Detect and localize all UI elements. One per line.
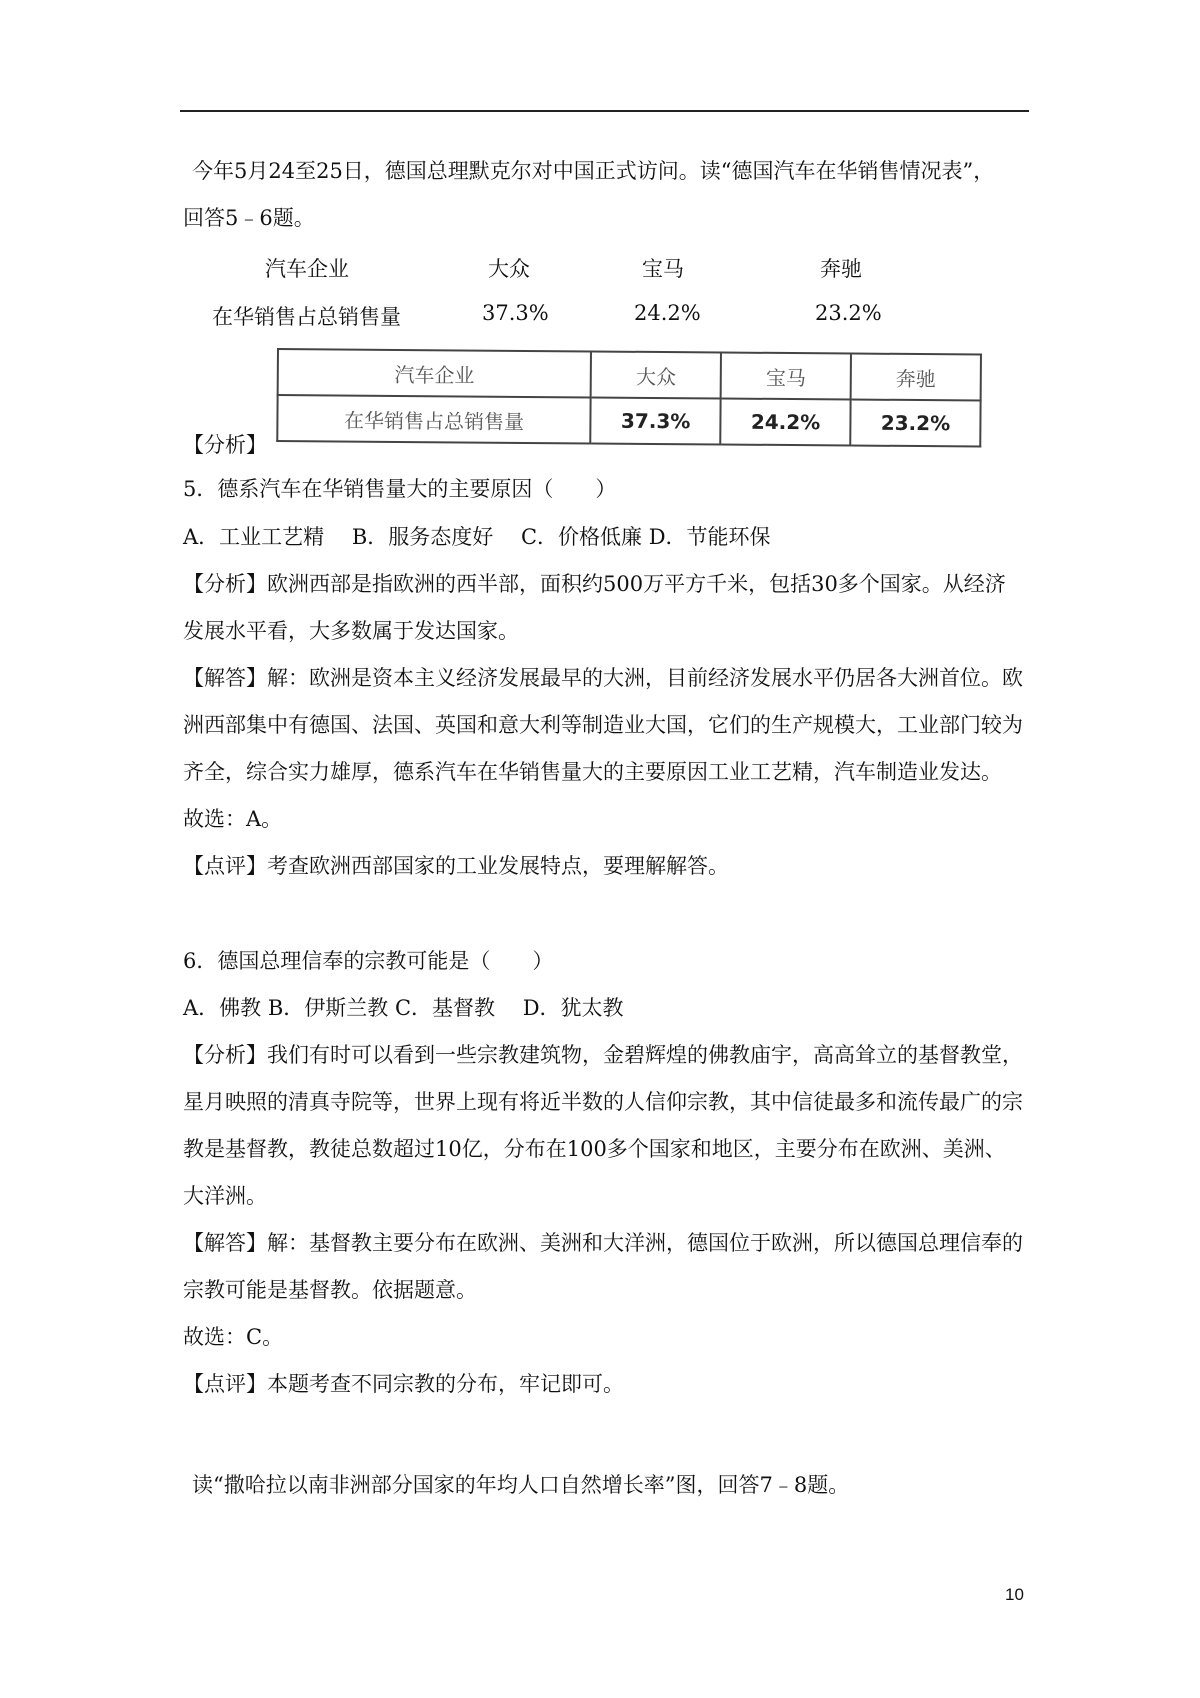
- scan-header-3: 奔驰: [851, 354, 981, 401]
- scan-value-0: 37.3%: [591, 397, 721, 444]
- text-table-value-1: 24.2%: [634, 301, 701, 325]
- q6-analysis-3: 教是基督教，教徒总数超过10亿，分布在100多个国家和地区，主要分布在欧洲、美洲、: [183, 1137, 1006, 1161]
- q5-analysis-1: 【分析】欧洲西部是指欧洲的西半部，面积约500万平方千米，包括30多个国家。从经济: [183, 572, 1006, 596]
- q6-analysis-2: 星月映照的清真寺院等，世界上现有将近半数的人信仰宗教，其中信徒最多和流传最广的宗: [183, 1090, 1023, 1114]
- next-intro: 读“撒哈拉以南非洲部分国家的年均人口自然增长率”图，回答7﹣8题。: [192, 1473, 850, 1497]
- scan-header-2: 宝马: [721, 352, 851, 399]
- q6-options: A．佛教 B．伊斯兰教 C．基督教 D．犹太教: [183, 996, 624, 1020]
- scan-row-label: 在华销售占总销售量: [277, 395, 591, 443]
- scan-value-1: 24.2%: [720, 398, 850, 445]
- q6-answer-1: 【解答】解：基督教主要分布在欧洲、美洲和大洋洲，德国位于欧洲，所以德国总理信奉的: [183, 1231, 1023, 1255]
- page-number: 10: [1005, 1585, 1024, 1604]
- intro-line-2: 回答5﹣6题。: [183, 206, 315, 230]
- q5-comment: 【点评】考查欧洲西部国家的工业发展特点，要理解解答。: [183, 854, 729, 878]
- q6-question: 6．德国总理信奉的宗教可能是（ ）: [183, 949, 554, 973]
- q6-comment: 【点评】本题考查不同宗教的分布，牢记即可。: [183, 1372, 624, 1396]
- q5-options: A．工业工艺精 B．服务态度好 C．价格低廉 D．节能环保: [183, 525, 771, 549]
- scan-value-2: 23.2%: [850, 400, 980, 447]
- q6-answer-2: 宗教可能是基督教。依据题意。: [183, 1278, 477, 1302]
- q5-answer-3: 齐全，综合实力雄厚，德系汽车在华销售量大的主要原因工业工艺精，汽车制造业发达。: [183, 760, 1002, 784]
- text-table-header-1: 大众: [488, 257, 530, 281]
- scan-header-1: 大众: [591, 351, 721, 398]
- q5-answer-2: 洲西部集中有德国、法国、英国和意大利等制造业大国，它们的生产规模大，工业部门较为: [183, 713, 1023, 737]
- q6-analysis-4: 大洋洲。: [183, 1184, 267, 1208]
- analysis-label: 【分析】: [183, 433, 267, 457]
- q5-question: 5．德系汽车在华销售量大的主要原因（ ）: [183, 477, 617, 501]
- text-table-row-label: 在华销售占总销售量: [212, 305, 401, 329]
- scan-header-0: 汽车企业: [278, 349, 592, 397]
- q5-choice: 故选：A。: [183, 807, 283, 831]
- q5-answer-1: 【解答】解：欧洲是资本主义经济发展最早的大洲，目前经济发展水平仍居各大洲首位。欧: [183, 666, 1023, 690]
- text-table-value-0: 37.3%: [482, 301, 549, 325]
- q6-analysis-1: 【分析】我们有时可以看到一些宗教建筑物，金碧辉煌的佛教庙宇，高高耸立的基督教堂，: [183, 1043, 1023, 1067]
- q6-choice: 故选：C。: [183, 1325, 284, 1349]
- text-table-header-3: 奔驰: [820, 257, 862, 281]
- text-table-header-0: 汽车企业: [265, 257, 349, 281]
- q5-analysis-2: 发展水平看，大多数属于发达国家。: [183, 619, 519, 643]
- intro-line-1: 今年5月24至25日，德国总理默克尔对中国正式访问。读“德国汽车在华销售情况表”，: [192, 159, 995, 183]
- text-table-header-2: 宝马: [642, 257, 684, 281]
- header-rule: [180, 110, 1029, 112]
- text-table-value-2: 23.2%: [815, 301, 882, 325]
